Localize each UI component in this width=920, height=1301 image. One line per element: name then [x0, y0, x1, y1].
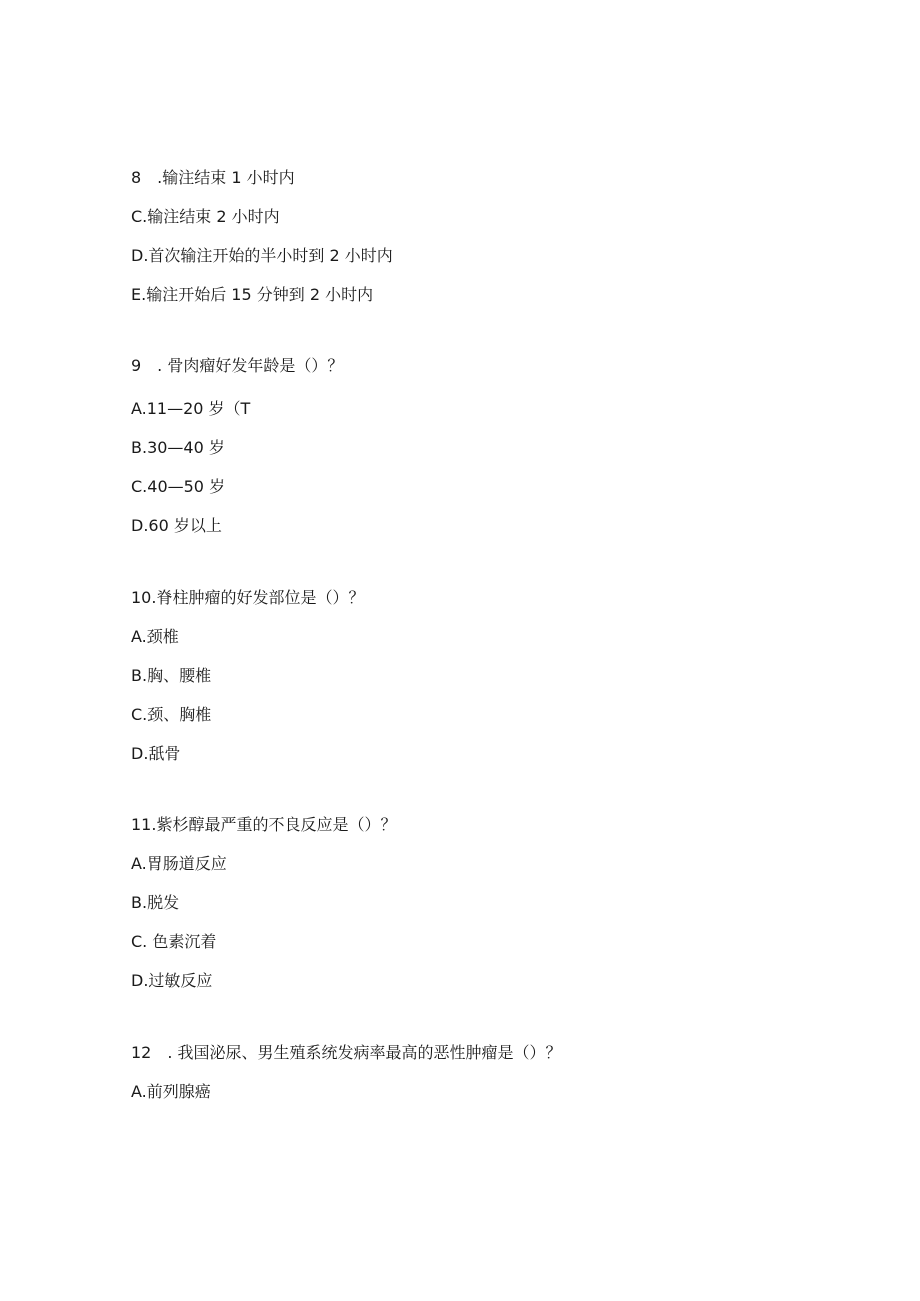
option-11a: A.胃肠道反应	[131, 854, 227, 873]
option-10c: C.颈、胸椎	[131, 705, 212, 724]
option-10d: D.舐骨	[131, 744, 181, 763]
option-9b: B.30—40 岁	[131, 438, 225, 457]
option-10b: B.胸、腰椎	[131, 666, 212, 685]
option-8e: E.输注开始后 15 分钟到 2 小时内	[131, 285, 374, 304]
option-12a: A.前列腺癌	[131, 1082, 211, 1101]
option-8c: C.输注结束 2 小时内	[131, 207, 280, 226]
option-11c: C. 色素沉着	[131, 932, 217, 951]
question-10: 10.脊柱肿瘤的好发部位是（）？	[131, 588, 365, 607]
option-10a: A.颈椎	[131, 627, 179, 646]
option-9d: D.60 岁以上	[131, 516, 222, 535]
option-8b: 8 .输注结束 1 小时内	[131, 168, 295, 187]
question-11: 11.紫杉醇最严重的不良反应是（）？	[131, 815, 397, 834]
option-11b: B.脱发	[131, 893, 180, 912]
option-9a: A.11—20 岁（T	[131, 399, 251, 418]
question-9: 9 . 骨肉瘤好发年龄是（）？	[131, 356, 344, 375]
option-11d: D.过敏反应	[131, 971, 213, 990]
question-12: 12 . 我国泌尿、男生殖系统发病率最高的恶性肿瘤是（）？	[131, 1043, 562, 1062]
option-8d: D.首次输注开始的半小时到 2 小时内	[131, 246, 393, 265]
option-9c: C.40—50 岁	[131, 477, 226, 496]
